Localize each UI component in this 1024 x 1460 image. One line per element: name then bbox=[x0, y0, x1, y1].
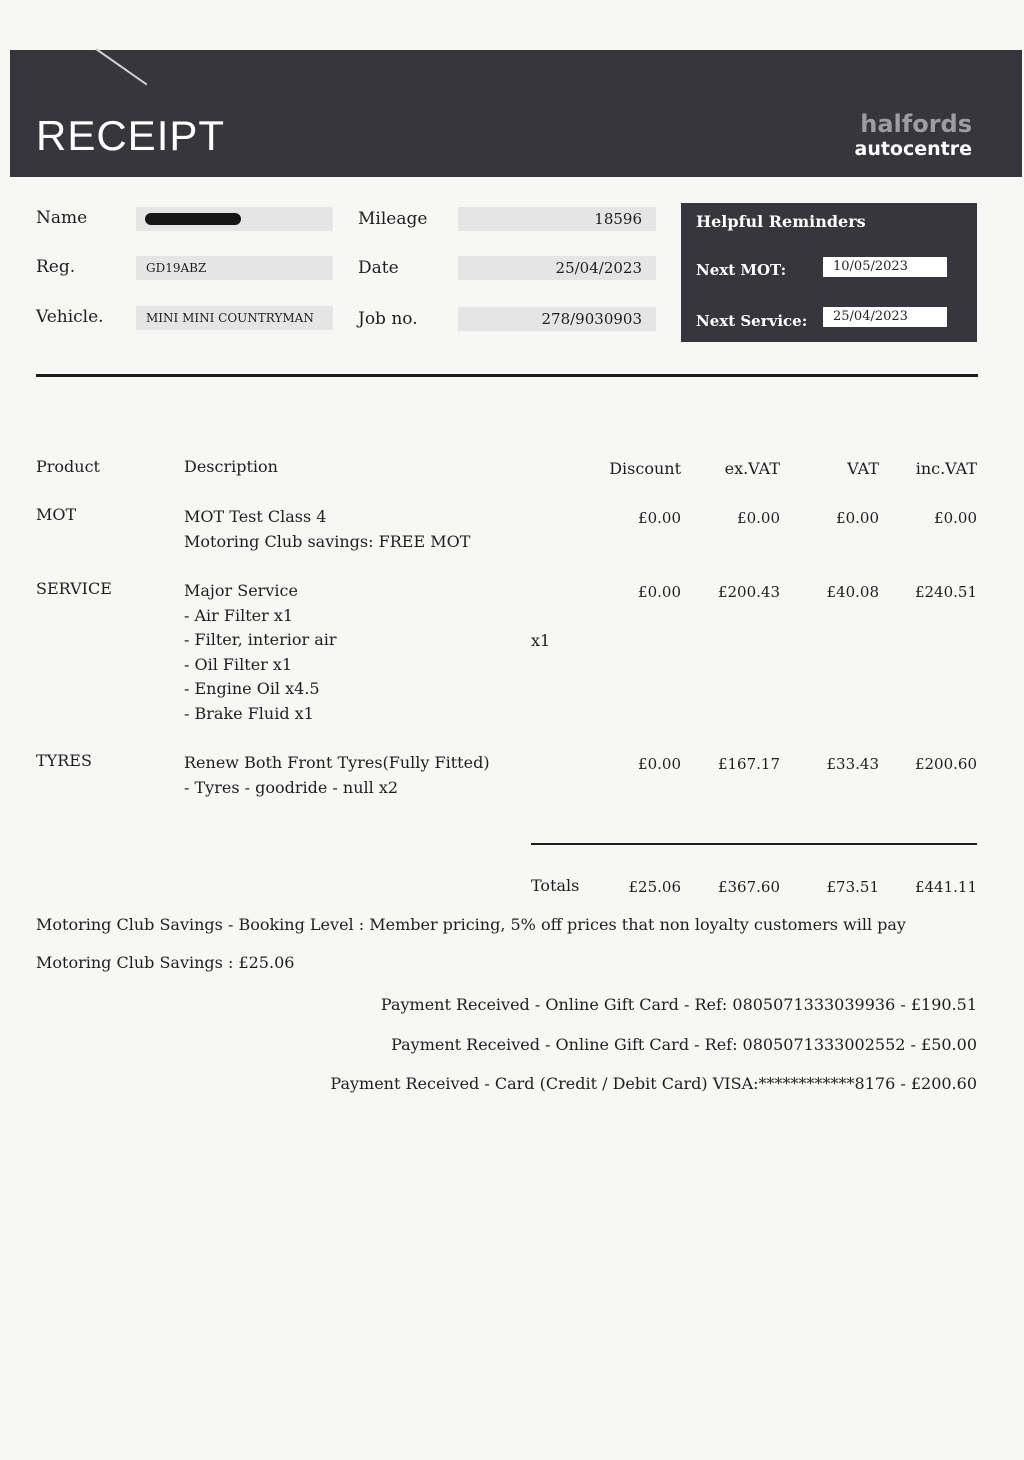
next-mot-label: Next MOT: bbox=[696, 261, 787, 279]
row-tyres-discount: £0.00 bbox=[638, 755, 681, 773]
next-service-value: 25/04/2023 bbox=[823, 307, 947, 327]
row-tyres-incvat: £200.60 bbox=[914, 755, 977, 773]
col-header-incvat: inc.VAT bbox=[915, 459, 977, 478]
totals-vat: £73.51 bbox=[826, 878, 879, 896]
description-line: - Brake Fluid x1 bbox=[184, 703, 314, 723]
divider bbox=[36, 374, 978, 377]
description-line: - Filter, interior air bbox=[184, 630, 337, 650]
col-header-vat: VAT bbox=[847, 459, 879, 478]
mileage-label: Mileage bbox=[358, 209, 428, 229]
jobno-label: Job no. bbox=[358, 309, 418, 329]
row-mot-vat: £0.00 bbox=[836, 509, 879, 527]
row-service-description bbox=[184, 579, 337, 727]
description-line: Motoring Club savings: FREE MOT bbox=[184, 531, 471, 551]
totals-label: Totals bbox=[531, 876, 580, 895]
description-line: - Tyres - goodride - null x2 bbox=[184, 777, 399, 797]
description-line: Major Service bbox=[184, 581, 298, 600]
date-field: 25/04/2023 bbox=[458, 256, 656, 280]
col-header-exvat: ex.VAT bbox=[724, 459, 780, 478]
date-label: Date bbox=[358, 258, 399, 278]
next-mot-value: 10/05/2023 bbox=[823, 257, 947, 277]
booking-level-note: Motoring Club Savings - Booking Level : Member pricing, 5% off prices that non loyalty customers will pay bbox=[36, 915, 906, 934]
totals-exvat: £367.60 bbox=[717, 878, 780, 896]
row-service-product: SERVICE bbox=[36, 579, 112, 598]
row-mot-description bbox=[184, 505, 470, 554]
col-header-discount: Discount bbox=[609, 459, 681, 478]
vehicle-field: MINI MINI COUNTRYMAN bbox=[136, 306, 333, 330]
row-service-exvat: £200.43 bbox=[717, 583, 780, 601]
vehicle-label: Vehicle. bbox=[36, 307, 104, 327]
receipt-title: RECEIPT bbox=[36, 112, 226, 159]
brand-logo-autocentre: autocentre bbox=[854, 138, 972, 160]
jobno-field: 278/9030903 bbox=[458, 307, 656, 331]
pen-mark bbox=[95, 48, 147, 85]
description-line: - Oil Filter x1 bbox=[184, 654, 293, 674]
description-line: Renew Both Front Tyres(Fully Fitted) bbox=[184, 753, 490, 772]
receipt-header bbox=[10, 50, 1022, 177]
reg-field: GD19ABZ bbox=[136, 256, 333, 280]
reminders-title: Helpful Reminders bbox=[696, 212, 866, 231]
row-mot-product: MOT bbox=[36, 505, 77, 524]
row-service-qty: x1 bbox=[531, 631, 551, 650]
row-service-incvat: £240.51 bbox=[914, 583, 977, 601]
description-line: - Engine Oil x4.5 bbox=[184, 679, 320, 699]
redacted-name bbox=[145, 213, 241, 225]
payment-line: Payment Received - Card (Credit / Debit Card) VISA:************8176 - £200.60 bbox=[330, 1074, 977, 1093]
row-mot-incvat: £0.00 bbox=[934, 509, 977, 527]
row-tyres-description bbox=[184, 751, 490, 800]
row-tyres-exvat: £167.17 bbox=[717, 755, 780, 773]
payment-line: Payment Received - Online Gift Card - Ref: 0805071333002552 - £50.00 bbox=[391, 1035, 977, 1054]
totals-discount: £25.06 bbox=[628, 878, 681, 896]
row-mot-exvat: £0.00 bbox=[737, 509, 780, 527]
name-field bbox=[136, 207, 333, 231]
reg-label: Reg. bbox=[36, 257, 76, 277]
mileage-field: 18596 bbox=[458, 207, 656, 231]
col-header-product: Product bbox=[36, 457, 100, 476]
brand-logo-halfords: halfords bbox=[860, 110, 972, 138]
row-service-discount: £0.00 bbox=[638, 583, 681, 601]
totals-incvat: £441.11 bbox=[914, 878, 977, 896]
totals-divider bbox=[531, 843, 977, 845]
payment-line: Payment Received - Online Gift Card - Ref: 0805071333039936 - £190.51 bbox=[380, 995, 977, 1014]
helpful-reminders-box bbox=[681, 203, 977, 342]
next-service-label: Next Service: bbox=[696, 312, 808, 330]
description-line: MOT Test Class 4 bbox=[184, 507, 327, 526]
description-line: - Air Filter x1 bbox=[184, 605, 294, 625]
row-tyres-product: TYRES bbox=[36, 751, 92, 770]
name-label: Name bbox=[36, 208, 88, 228]
savings-note: Motoring Club Savings : £25.06 bbox=[36, 953, 295, 972]
col-header-description: Description bbox=[184, 457, 278, 476]
row-service-vat: £40.08 bbox=[826, 583, 879, 601]
row-tyres-vat: £33.43 bbox=[826, 755, 879, 773]
row-mot-discount: £0.00 bbox=[638, 509, 681, 527]
